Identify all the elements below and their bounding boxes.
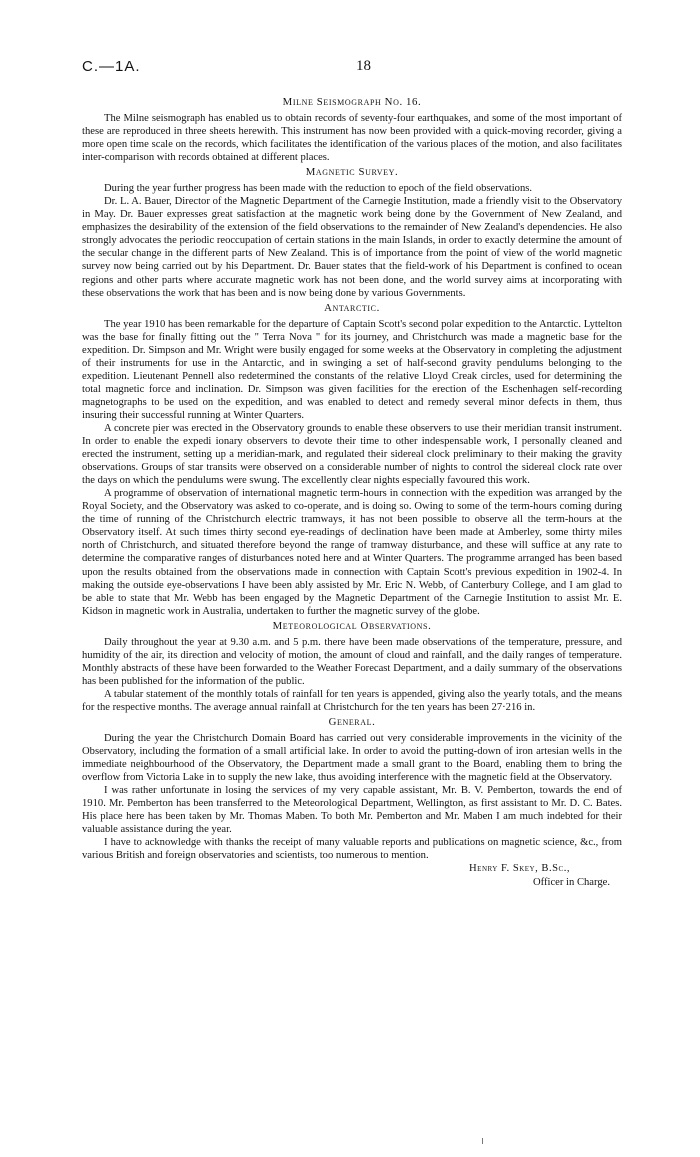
section-heading: General. — [328, 715, 376, 728]
page-mark — [482, 1138, 483, 1144]
section-magnetic-survey — [82, 166, 622, 299]
section-heading: Meteorological Observations. — [272, 619, 432, 632]
document-body — [82, 94, 622, 896]
page-number: 18 — [356, 58, 371, 74]
paragraph: Daily throughout the year at 9.30 a.m. and 5 p.m. there have been made observations of the temperature, pressure, and humidity of the air, its direction and velocity of motion, the amount of cloud and rainfall, and the daily ranges of temperature. Monthly abstracts of these have been forwarded to the Weather Forecast Department, and a daily summary of the observations has been published for the information of the public. — [82, 636, 622, 687]
paragraph: A programme of observation of international magnetic term-hours in connection with the expedition was arranged by the Royal Society, and the Observatory was asked to co-operate, and is doing so. Owing to some of the term-hours coming during the time of running of the Christchurch electric tramways, it has not been possible to observe all the term-hours at the Observatory itself. At such times thirty second eye-readings of declination have been made at Amberley, some thirty miles north of Christchurch, and situated therefore beyond the range of tramway disturbance, and these will suffice at any rate to determine the comparative ranges of disturbances noted here and at Winter Quarters. The programme arranged has been based upon the results obtained from the observations made in connection with Captain Scott's previous expedition in 1902-4. In making the outside eye-observations I have been ably assisted by Mr. Eric N. Webb, of Canterbury College, and I am glad to be able to state that Mr. Webb has been engaged by the Magnetic Department of the Carnegie Institution to assist Mr. E. Kidson in magnetic work in Australia, undertaken to further the magnetic survey of the globe. — [82, 488, 622, 617]
paragraph: A tabular statement of the monthly totals of rainfall for ten years is appended, giving also the yearly totals, and the means for the respective months. The average annual rainfall at Christchurch for the ten years has been 27·216 in. — [82, 688, 622, 713]
paragraph: The Milne seismograph has enabled us to obtain records of seventy-four earthquakes, and some of the most important of these are reproduced in three sheets herewith. This instrument has now been provided with a quick-moving recorder, giving a more open time scale on the records, which facilitates the identification of the various places of the motion, and also facilitates inter-comparison with records obtained at different places. — [82, 113, 622, 164]
section-general — [82, 716, 622, 862]
report-code: C.—1A. — [82, 58, 141, 75]
section-antarctic — [82, 302, 622, 618]
section-heading: Milne Seismograph No. 16. — [282, 96, 422, 108]
paragraph: A concrete pier was erected in the Observatory grounds to enable these observers to use their meridian transit instrument. In order to enable the expedi ionary observers to devote their time to other indespensable work, I personally cleaned and erected the instrument, setting up a meridian-mark, and regulated their sidereal clock preliminary to their making the gravity observations. Groups of star transits were observed on a considerable number of nights to control the sidereal clock rate over the days on which the pendulums were swung. The excellently clear nights especially favoured this work. — [82, 422, 622, 487]
paragraph: During the year the Christchurch Domain Board has carried out very considerable improvements in the vicinity of the Observatory, including the formation of a small artificial lake. In order to avoid the putting-down of iron artesian wells in the immediate neighbourhood of the Observatory, the Department made a small grant to the Board, enabling them to bring the overflow from Victoria Lake in to supply the new lake, thus avoiding interference with the magnetic field at the Observatory. — [82, 732, 622, 784]
signature-block — [82, 862, 622, 896]
paragraph: The year 1910 has been remarkable for the departure of Captain Scott's second polar expedition to the Antarctic. Lyttelton was the base for finally fitting out the " Terra Nova " for its journey, and Christchurch was made a magnetic base for the expedition. Dr. Simpson and Mr. Wright were busily engaged for some weeks at the Observatory in completing the adjustment of their instruments for use in the Antarctic, and in swinging a set of half-second gravity pendulums belonging to the expedition. Lieutenant Pennell also redetermined the constants of the relative Lloyd Creak circles, used for determining the total magnetic force and inclination. Dr. Simpson was given facilities for the erection of the Eschenhagen self-recording magnetographs to be used on the expedition, and was enabled to detect and remedy several minor defects in them, thus insuring their successful running at Winter Quarters. — [82, 318, 622, 421]
signatory-title: Officer in Charge. — [533, 877, 610, 889]
signatory-name: Henry F. Skey, B.Sc., — [469, 863, 570, 875]
paragraph: Dr. L. A. Bauer, Director of the Magnetic Department of the Carnegie Institution, made a friendly visit to the Observatory in May. Dr. Bauer expresses great satisfaction at the magnetic work being done by the Government of New Zealand, and emphasizes the desirability of the extension of the field observations to the remainder of New Zealand's dependencies. He also strongly advocates the periodic reoccupation of certain stations in the main Islands, in order to exactly determine the amount of the secular change in the different parts of New Zealand. This is of importance from the point of view of the world magnetic survey now being carried out by his Department. Dr. Bauer states that the field-work of his Department is confined to ocean regions and other parts where accurate magnetic work has not been done, and the world survey aims at incorporating with these observations the work that has been and is now being done by various Governments. — [82, 196, 622, 299]
section-meteorological-observations — [82, 620, 622, 714]
section-heading: Antarctic. — [324, 301, 380, 314]
paragraph: I have to acknowledge with thanks the receipt of many valuable reports and publications on magnetic science, &c., from various British and foreign observatories and scientists, too numerous to mention. — [82, 837, 622, 862]
page-header — [82, 60, 622, 80]
paragraph: During the year further progress has been made with the reduction to epoch of the field observations. — [104, 183, 533, 195]
section-milne-seismograph — [82, 96, 622, 164]
section-heading: Magnetic Survey. — [305, 166, 399, 179]
paragraph: I was rather unfortunate in losing the services of my very capable assistant, Mr. B. V. Pemberton, towards the end of 1910. Mr. Pemberton has been transferred to the Meteorological Department, Wellington, as first assistant to Mr. D. C. Bates. His place here has been taken by Mr. Thomas Maben. To both Mr. Pemberton and Mr. Maben I am much indebted for their valuable assistance during the year. — [82, 785, 622, 836]
